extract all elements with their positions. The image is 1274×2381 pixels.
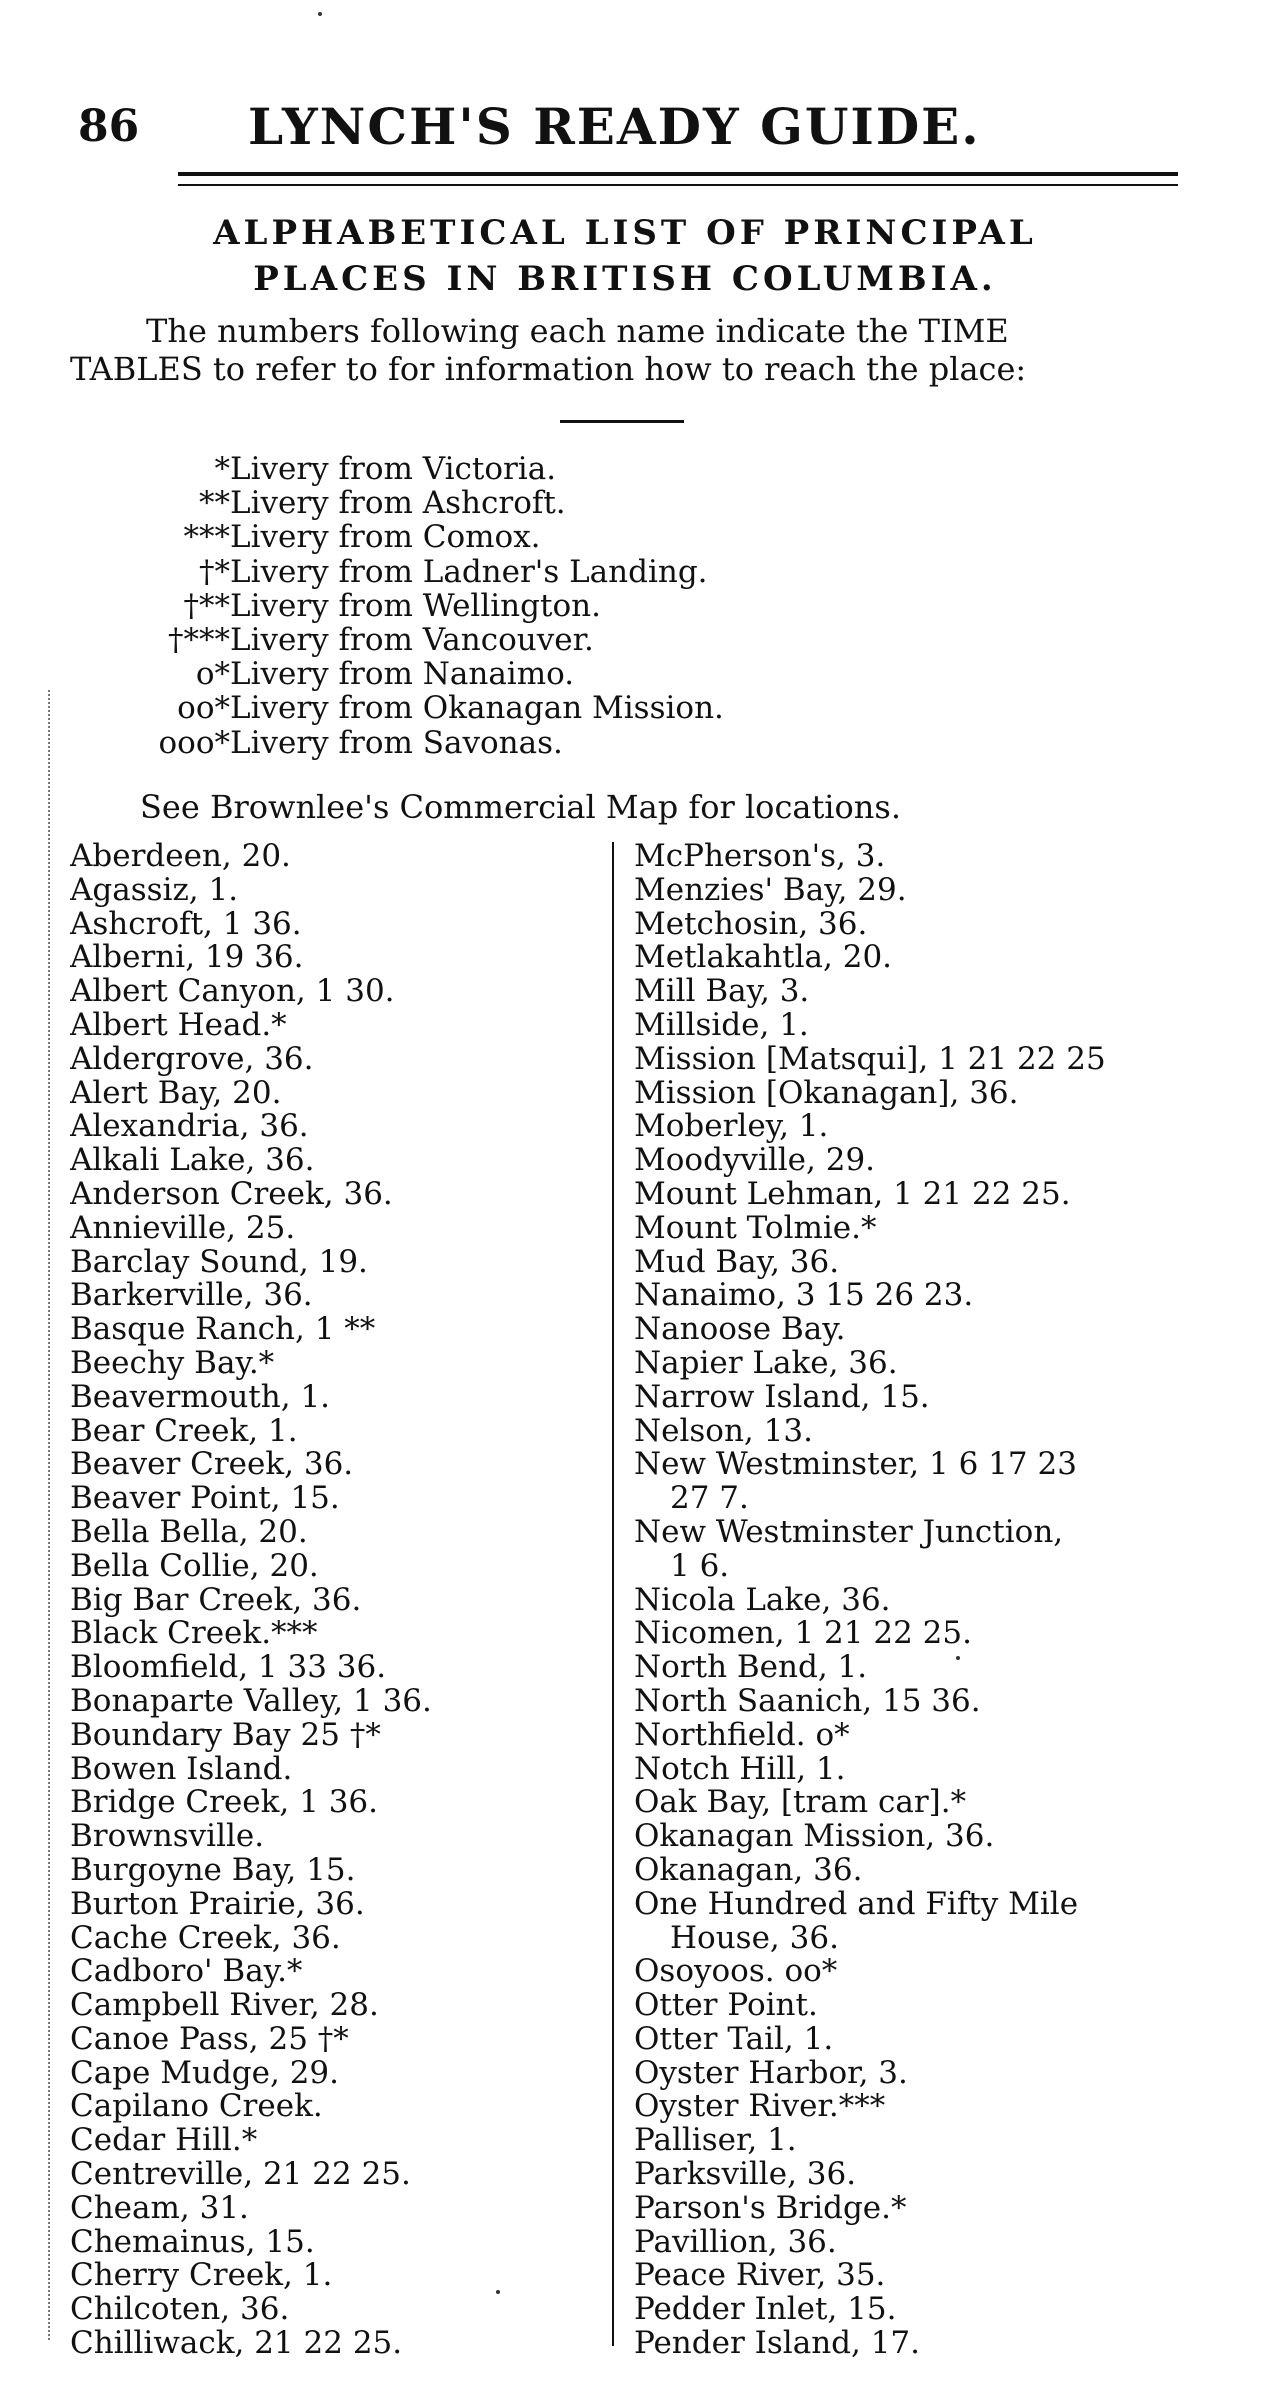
place-entry: Beavermouth, 1. [70, 1380, 331, 1415]
legend-text: Livery from Vancouver. [230, 622, 594, 659]
place-entry: Palliser, 1. [634, 2124, 797, 2159]
place-entry: Menzies' Bay, 29. [634, 873, 907, 908]
place-entry: Otter Point. [634, 1989, 818, 2023]
place-entry: Chilcoten, 36. [70, 2293, 290, 2328]
legend-item [130, 726, 724, 760]
print-speck [956, 1656, 960, 1660]
place-entry: Alexandria, 36. [70, 1110, 309, 1145]
place-entry: New Westminster Junction, [634, 1515, 1064, 1550]
legend-symbol: †* [199, 553, 230, 590]
legend-text: Livery from Ladner's Landing. [230, 553, 708, 590]
legend-item [130, 555, 724, 589]
place-entry: Albert Head.* [70, 1008, 287, 1043]
place-entry: Albert Canyon, 1 30. [70, 975, 395, 1009]
legend-symbol: * [214, 451, 230, 487]
map-note: See Brownlee's Commercial Map for locations. [140, 788, 901, 826]
place-entry: Alkali Lake, 36. [70, 1144, 315, 1178]
separator-rule [560, 420, 684, 423]
place-entry: Mission [Okanagan], 36. [634, 1076, 1019, 1111]
place-entry: Metchosin, 36. [634, 907, 868, 942]
section-heading [70, 210, 1180, 302]
legend-text: Livery from Wellington. [230, 587, 601, 624]
place-entry: Narrow Island, 15. [634, 1380, 930, 1415]
place-entry: Cape Mudge, 29. [70, 2056, 339, 2091]
place-entry: Boundary Bay 25 †* [70, 1718, 381, 1753]
place-entry: Oak Bay, [tram car].* [634, 1786, 967, 1821]
legend-symbol: oo* [177, 690, 230, 727]
place-entry: Bloomfield, 1 33 36. [70, 1651, 387, 1685]
place-entry-continuation: 1 6. [670, 1549, 730, 1584]
place-entry: Cache Creek, 36. [70, 1921, 341, 1956]
print-speck [496, 2290, 500, 2294]
section-heading-line: PLACES IN BRITISH COLUMBIA. [253, 259, 997, 299]
place-entry: Notch Hill, 1. [634, 1752, 846, 1787]
intro-paragraph [70, 312, 1180, 388]
place-entry: Canoe Pass, 25 †* [70, 2022, 349, 2057]
place-entry: Capilano Creek. [70, 2090, 323, 2125]
place-entry: Pender Island, 17. [634, 2327, 921, 2361]
place-entry: North Bend, 1. [634, 1651, 868, 1685]
place-entry: Aberdeen, 20. [70, 840, 291, 874]
place-entry: Mill Bay, 3. [634, 975, 810, 1009]
right-column-list [634, 840, 1174, 2361]
legend-item [130, 691, 724, 725]
place-entry: Bella Collie, 20. [70, 1549, 319, 1584]
place-entry-continuation: House, 36. [670, 1921, 839, 1956]
legend-text: Livery from Savonas. [230, 724, 563, 761]
place-entry: North Saanich, 15 36. [634, 1684, 981, 1719]
place-entry: Bella Bella, 20. [70, 1515, 308, 1550]
place-entry: Cadboro' Bay.* [70, 1955, 303, 1990]
place-entry: Brownsville. [70, 1820, 265, 1854]
legend-symbol: †*** [168, 622, 230, 659]
legend-text: Livery from Ashcroft. [230, 485, 566, 522]
place-entry: Agassiz, 1. [70, 873, 239, 908]
place-entry: Nicola Lake, 36. [634, 1583, 891, 1618]
intro-line: TABLES to refer to for information how to reach the place: [70, 350, 1027, 388]
legend-symbol: ** [199, 485, 230, 522]
place-entry: Campbell River, 28. [70, 1989, 379, 2023]
place-entry: Big Bar Creek, 36. [70, 1583, 362, 1618]
intro-line: The numbers following each name indicate the TIME [146, 312, 1009, 350]
legend-item [130, 657, 724, 691]
livery-legend [130, 452, 724, 760]
place-entry: Basque Ranch, 1 ** [70, 1313, 376, 1347]
column-divider [612, 842, 614, 2346]
legend-item [130, 589, 724, 623]
place-entry: Oyster Harbor, 3. [634, 2056, 908, 2091]
place-entry: Pedder Inlet, 15. [634, 2293, 897, 2328]
place-entry: Mud Bay, 36. [634, 1245, 840, 1280]
place-entry: Cedar Hill.* [70, 2124, 258, 2159]
place-entry: Black Creek.*** [70, 1617, 318, 1652]
place-entry: Cheam, 31. [70, 2191, 249, 2226]
legend-item [130, 623, 724, 657]
place-entry: Nanaimo, 3 15 26 23. [634, 1279, 974, 1314]
legend-text: Livery from Okanagan Mission. [230, 690, 724, 727]
place-entry: Mount Lehman, 1 21 22 25. [634, 1177, 1071, 1212]
header-rule-thick [178, 172, 1178, 176]
place-entry: Aldergrove, 36. [70, 1042, 314, 1077]
place-entry: Millside, 1. [634, 1008, 809, 1043]
place-entry: Nicomen, 1 21 22 25. [634, 1617, 972, 1652]
place-entry-continuation: 27 7. [670, 1482, 749, 1516]
section-heading-line: ALPHABETICAL LIST OF PRINCIPAL [213, 213, 1037, 253]
place-entry: Moodyville, 29. [634, 1144, 876, 1178]
place-entry: Okanagan, 36. [634, 1853, 863, 1888]
place-entry: Parson's Bridge.* [634, 2191, 907, 2226]
legend-text: Livery from Comox. [230, 519, 541, 556]
print-speck [318, 12, 322, 16]
place-entry: Ashcroft, 1 36. [70, 907, 302, 942]
place-entry: Pavillion, 36. [634, 2225, 837, 2260]
page-header [78, 92, 1178, 162]
place-entry: Barclay Sound, 19. [70, 1245, 368, 1280]
header-rule-thin [178, 184, 1178, 186]
place-entry: Bear Creek, 1. [70, 1414, 298, 1449]
place-entry: Bowen Island. [70, 1752, 293, 1787]
place-entry: Moberley, 1. [634, 1110, 829, 1145]
legend-symbol: *** [183, 519, 230, 556]
place-entry: Napier Lake, 36. [634, 1346, 898, 1381]
place-entry: Bonaparte Valley, 1 36. [70, 1684, 432, 1719]
legend-item [130, 520, 724, 554]
place-entry: Osoyoos. oo* [634, 1955, 838, 1990]
legend-symbol: o* [195, 656, 230, 693]
place-entry: Metlakahtla, 20. [634, 941, 893, 976]
left-column-list [70, 840, 610, 2361]
margin-marks [48, 690, 60, 2340]
place-entry: Bridge Creek, 1 36. [70, 1786, 379, 1821]
place-entry: Centreville, 21 22 25. [70, 2158, 411, 2192]
place-entry: Mission [Matsqui], 1 21 22 25 [634, 1042, 1106, 1077]
legend-item [130, 486, 724, 520]
legend-item [130, 452, 724, 486]
place-entry: Beaver Point, 15. [70, 1482, 340, 1516]
place-entry: Anderson Creek, 36. [70, 1177, 393, 1212]
place-entry: Annieville, 25. [70, 1211, 296, 1246]
place-entry: Chemainus, 15. [70, 2225, 315, 2260]
place-entry: Northfield. o* [634, 1718, 850, 1753]
place-entry: Alert Bay, 20. [70, 1076, 282, 1111]
legend-text: Livery from Victoria. [230, 451, 557, 487]
place-entry: Oyster River.*** [634, 2090, 886, 2125]
place-entry: Okanagan Mission, 36. [634, 1820, 995, 1854]
running-title: LYNCH'S READY GUIDE. [248, 97, 981, 156]
place-entry: New Westminster, 1 6 17 23 [634, 1448, 1077, 1483]
place-entry: Mount Tolmie.* [634, 1211, 877, 1246]
legend-symbol: †** [183, 587, 230, 624]
place-entry: Parksville, 36. [634, 2158, 857, 2192]
place-entry: Beechy Bay.* [70, 1346, 275, 1381]
place-entry: Burton Prairie, 36. [70, 1887, 365, 1922]
place-entry: Beaver Creek, 36. [70, 1448, 354, 1483]
page-number: 86 [78, 101, 140, 152]
place-entry: One Hundred and Fifty Mile [634, 1887, 1079, 1922]
place-entry: Barkerville, 36. [70, 1279, 313, 1314]
place-entry: Nelson, 13. [634, 1414, 813, 1449]
place-entry: McPherson's, 3. [634, 840, 886, 874]
place-entry: Nanoose Bay. [634, 1313, 846, 1347]
place-entry: Cherry Creek, 1. [70, 2259, 333, 2294]
place-entry: Burgoyne Bay, 15. [70, 1853, 356, 1888]
place-entry: Alberni, 19 36. [70, 941, 304, 976]
place-entry: Peace River, 35. [634, 2259, 886, 2294]
legend-text: Livery from Nanaimo. [230, 656, 575, 693]
place-entry: Otter Tail, 1. [634, 2022, 834, 2057]
legend-symbol: ooo* [158, 724, 230, 761]
place-entry: Chilliwack, 21 22 25. [70, 2327, 403, 2361]
